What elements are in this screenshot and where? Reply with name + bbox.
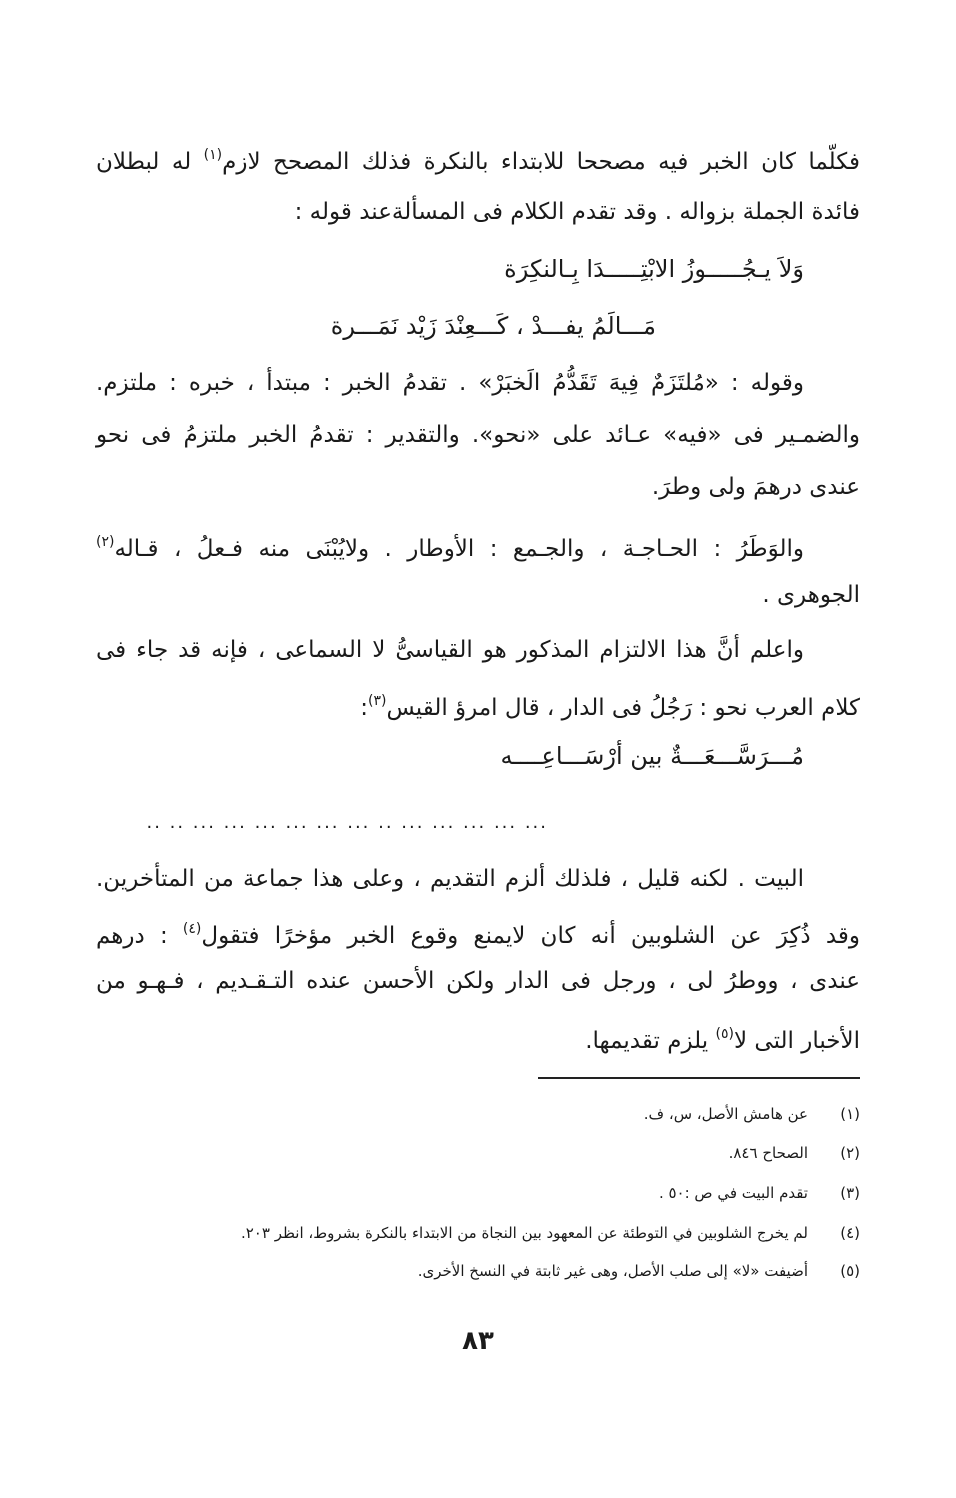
verse-line-1: وَلاَ يـجُـــــوزُ الابْتِـــــدَا بِـالنكِرَة: [504, 255, 804, 283]
footnote-1-text: عن هامش الأصل، س، ف.: [643, 1105, 808, 1123]
body-line-2: فائدة الجملة بزواله . وقد تقدم الكلام فى المسألةعند قوله :: [294, 199, 860, 225]
body-line-1: [96, 140, 860, 177]
body-line-14: [96, 914, 860, 951]
footnote-5-number: (٥): [840, 1262, 860, 1280]
body-line-16-text: الأخبار التى لا: [733, 1028, 860, 1054]
footnote-ref-4: (٤): [182, 921, 202, 937]
footnote-1: [96, 1104, 860, 1124]
body-line-5: وقوله : «مُلتَزَمٌ فِيهَ تَقَدُّمُ الَخبَرْ» . تقدمُ الخبر : مبتدأ ، خبره : ملتزم.: [96, 370, 804, 396]
body-line-13: البيت . لكنه قليل ، فلذلك ألزم التقديم ، وعلى هذا جماعة من المتأخرين.: [96, 866, 804, 892]
body-line-10: واعلم أنَّ هذا الالتزام المذكور هو القياسىُّ لا السماعى ، فإنه قد جاء فى: [96, 637, 804, 663]
footnote-4-text: لم يخرج الشلوبين في التوطئة عن المعهود بين النجاة من الابتداء بالنكرة بشروط، انظر ٢٠٣.: [240, 1224, 808, 1242]
body-line-1-tail: له لبطلان: [96, 149, 192, 175]
body-line-15: عندى ، ووطرُ لى ، ورجل فى الدار ولكن الأحسن عنده التـقـديم ، فـهـو من: [96, 968, 860, 994]
body-line-14-tail: : درهم: [96, 923, 168, 949]
footnote-separator: [538, 1077, 860, 1079]
footnote-3: [96, 1183, 860, 1203]
body-line-8-text: والوَطَرُ : الحـاجـة ، والجـمع : الأوطار . ولايُبْنَى منه فـعلُ ، قـاله: [114, 536, 804, 562]
footnote-ref-1: (١): [203, 147, 223, 163]
footnote-ref-5: (٥): [715, 1026, 734, 1042]
footnote-2-text: الصحاح ٨٤٦.: [728, 1144, 808, 1162]
footnote-5: [96, 1261, 860, 1281]
footnote-4-number: (٤): [840, 1224, 860, 1242]
ellipsis-line: ... ... ... ... ... .. ... ... ... ... ... ... .. ..: [146, 812, 548, 833]
footnote-2-number: (٢): [840, 1144, 860, 1162]
body-line-9: الجوهرى .: [762, 582, 860, 608]
body-line-11-text: كلام العرب نحو : رَجُلُ فى الدار ، قال امرؤ القيس: [386, 695, 860, 721]
body-line-14-text: وقد ذُكِرَ عن الشلوبين أنه كان لايمنع وقوع الخبر مؤخرًا فتقول: [201, 923, 861, 949]
footnote-3-text: تقدم البيت في ص :٥٠ .: [658, 1184, 808, 1202]
footnote-1-number: (١): [840, 1105, 860, 1123]
body-line-1-text: فكلّما كان الخبر فيه مصححا للابتداء بالنكرة فذلك المصحح لازم: [222, 149, 860, 175]
footnote-ref-2: (٢): [96, 534, 115, 550]
body-line-11: كلام العرب نحو : رَجُلُ فى الدار ، قال امرؤ القيس$^{(٣)}$:: [360, 693, 860, 721]
page-number: ٨٣: [462, 1326, 494, 1356]
footnote-3-number: (٣): [840, 1184, 860, 1202]
verse-line-2: مَـــالَمُ يفـــدْ ، كَـــعِنْدَ زَيْد نَمَـــرة: [330, 312, 656, 340]
verse-line-3: مُـــرَسَّـــعَـــةٌ بين أرْسَـــاعِــــه: [500, 742, 804, 770]
footnote-4: [96, 1223, 860, 1243]
body-line-6: والضمـير فى «فيه» عـائد على «نحو». والتقدير : تقدمُ الخبر ملتزمُ فى نحو: [96, 422, 860, 448]
body-line-16-tail: يلزم تقديمها.: [585, 1028, 709, 1054]
body-line-16: [585, 1019, 860, 1056]
footnote-ref-3: (٣): [367, 693, 387, 709]
footnote-2: [96, 1143, 860, 1163]
body-line-7: عندى درهمَ ولى وطرَ.: [651, 474, 860, 500]
footnote-5-text: أضيفت «لا» إلى صلب الأصل، وهى غير ثابتة في النسخ الأخرى.: [417, 1262, 808, 1280]
body-line-8: [96, 527, 804, 564]
